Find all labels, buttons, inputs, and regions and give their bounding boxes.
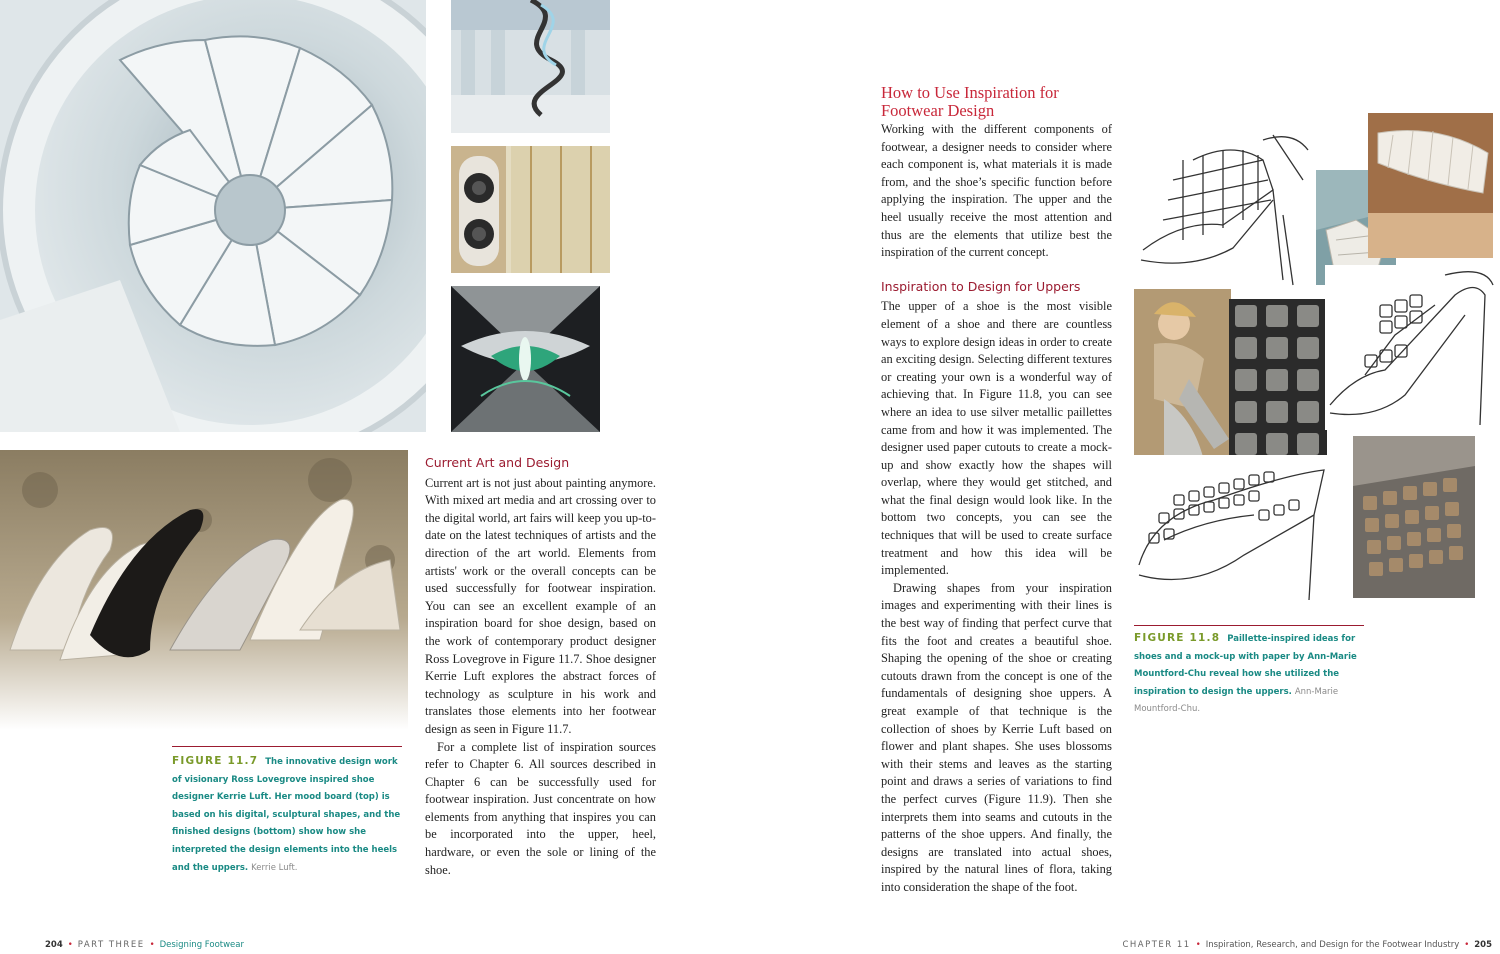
right-column [881, 121, 1112, 897]
caption-text: The innovative design work of visionary Ross Lovegrove inspired shoe designer Kerrie Luft. Her mood board (top) is based on his digital, sculptural shapes, and the finished designs (bottom) show how she interpreted the design elements into the heels and the uppers. [172, 757, 401, 873]
caption-rule [172, 746, 402, 747]
shoe-collection-photo [0, 450, 408, 730]
paper-mockup-photo-2 [1368, 113, 1493, 258]
left-folio: 204 • PART THREE • Designing Footwear [45, 940, 244, 950]
caption-credit: Kerrie Luft. [251, 862, 298, 873]
current-art-heading: Current Art and Design [425, 455, 570, 470]
body-paragraph: Current art is not just about painting anymore. With mixed art media and art crossing over to the digital world, art fairs will keep you up-to-date on the latest techniques of artists and the direction of the art world. Elements from artists' work or the overall concepts can be used successfully for footwear inspiration. You can see an excellent example of an inspiration board for shoe design, based on the work of contemporary product designer Ross Lovegrove in Figure 11.7. Shoe designer Kerrie Luft explores the abstract forces of technology as sculpture in his work and translates those elements into her footwear design as seen in Figure 11.7. [425, 475, 656, 736]
paillette-tiles-photo [1229, 299, 1327, 461]
chapter-title: Inspiration, Research, and Design for the Footwear Industry [1205, 940, 1460, 950]
caption-rule [1134, 625, 1364, 626]
right-folio: CHAPTER 11 • Inspiration, Research, and Design for the Footwear Industry • 205 [1122, 940, 1492, 950]
metallic-fabric-photo [1353, 436, 1475, 598]
figure-label: FIGURE 11.7 [172, 755, 259, 767]
uppers-heading: Inspiration to Design for Uppers [881, 278, 1081, 294]
intro-paragraph: Working with the different components of footwear, a designer needs to consider where each component is, what materials it is made from, and the shoe’s specific function before applying the inspiration. The upper and the heel usually receive the most attention and thus are the elements that utilize best the inspiration of the current concept. [881, 122, 1112, 260]
strappy-heel-sketch [1325, 265, 1495, 430]
figure-11-7-caption [172, 753, 402, 877]
figure-11-8-caption [1134, 630, 1366, 719]
current-art-section [425, 454, 656, 879]
body-paragraph: Drawing shapes from your inspiration images and experimenting with their lines is the best way of finding that perfect curve that fits the foot and creates a beautiful shoe. Shaping the opening of the shoe or creating cutouts drawn from the concept is one of the fundamentals of designing shoe uppers. A great example of that technique is the collection of shoes by Kerrie Luft based on flower and plant shapes. She uses blossoms with their stems and leaves as the starting point and draws a series of variations to find the perfect curves (Figure 11.9). Then she interprets them into seams and cutouts in the patterns of the shoe uppers. And finally, the designs are translated into actual shoes, inspired by the natural lines of flora, taking into consideration the shape of the foot. [881, 580, 1112, 894]
gallery-staircase-photo [451, 0, 610, 133]
model-photo [1134, 289, 1231, 461]
spiral-staircase-photo [0, 0, 426, 432]
main-heading-block [881, 84, 1113, 120]
body-paragraph: The upper of a shoe is the most visible element of a shoe and there are countless ways to explore design ideas in order to create an exciting design. Selecting different textures or creating your own is a wonderful way of achieving that. In Figure 11.8, you can see where an idea to use silver metallic paillettes came from and how it was implemented. The designer used paper cutouts to create a mock-up and show exactly how the shapes will overlap, where they would get stitched, and what the final design would look like. In the bottom two concepts, you can see the techniques that will be used to create surface treatment and how this idea will be implemented. [881, 299, 1112, 578]
figure-label: FIGURE 11.8 [1134, 632, 1221, 644]
section-label: Designing Footwear [159, 940, 244, 950]
caption-credit: Ann-Marie Mountford-Chu. [1134, 686, 1339, 715]
part-label: PART THREE [77, 940, 145, 950]
speaker-wall-photo [451, 146, 610, 273]
page-number: 204 [45, 940, 63, 950]
caption-text: Paillette-inspired ideas for shoes and a mock-up with paper by Ann-Marie Mountford-Chu reveal how she utilized the inspiration to design the uppers. [1134, 634, 1357, 697]
digital-symmetry-art [451, 286, 600, 432]
page-number: 205 [1474, 940, 1492, 950]
sandal-sketch [1133, 120, 1313, 290]
body-paragraph: For a complete list of inspiration sources refer to Chapter 6. All sources described in Chapter 6 can be successfully used for footwear inspiration. Just concentrate on how elements from anything that inspires you can be incorporated into the upper, heel, hardware, or even the sole or lining of the shoe. [425, 739, 656, 877]
page-heading: How to Use Inspiration for Footwear Design [881, 83, 1059, 120]
chapter-label: CHAPTER 11 [1122, 940, 1191, 950]
slingback-heel-sketch [1134, 455, 1334, 605]
